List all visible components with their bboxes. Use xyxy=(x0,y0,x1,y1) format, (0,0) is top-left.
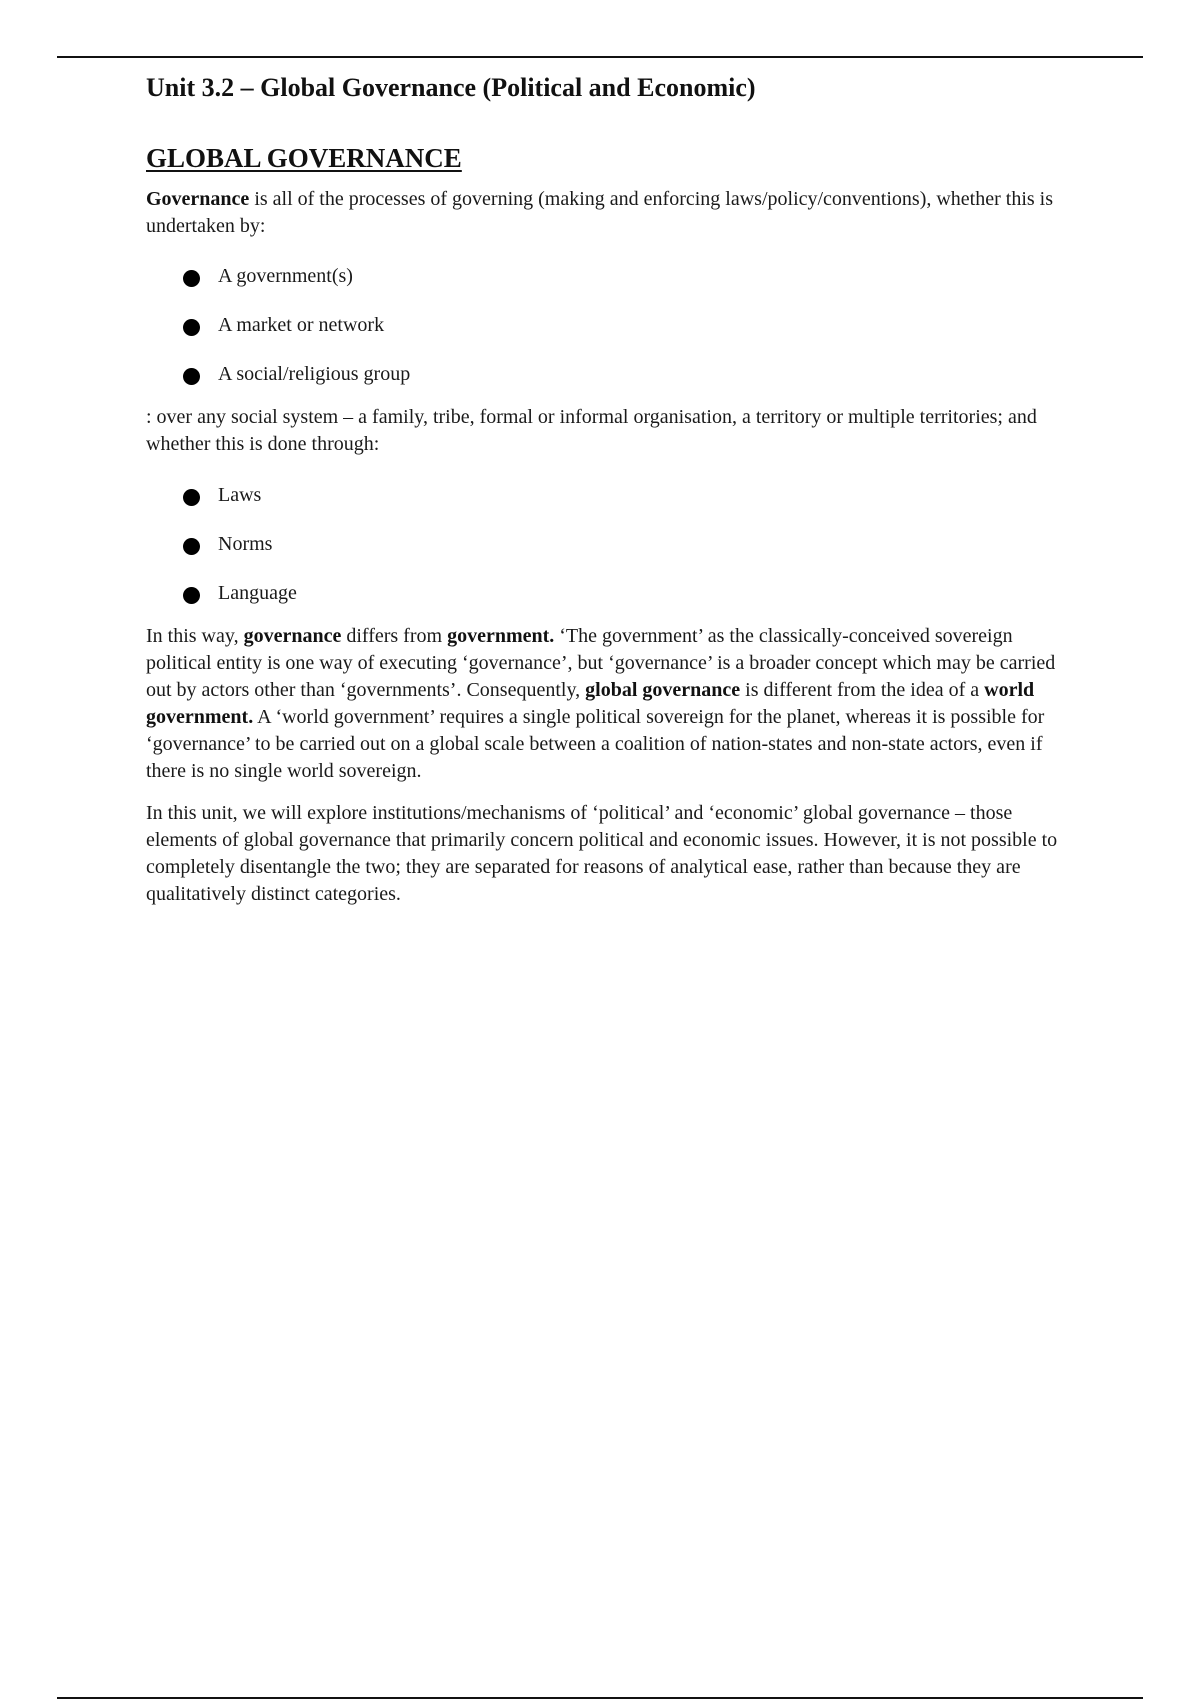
list-item xyxy=(146,580,1066,607)
bold-term: global governance xyxy=(585,679,741,701)
bullet-icon xyxy=(183,368,200,385)
paragraph-text: ‘The government’ as the classically-conceived sovereign political entity is one way of executing ‘governance’, but ‘governance’ is a broader concept which may be carried out by actors other than ‘governments’. Consequently, xyxy=(146,625,1056,701)
paragraph-unit-scope: In this unit, we will explore institutions/mechanisms of ‘political’ and ‘economic’ global governance – those elements of global governance that primarily concern political and economic issues. However, it is not possible to completely disentangle the two; they are separated for reasons of analytical ease, rather than because they are qualitatively distinct categories. xyxy=(146,802,1058,905)
bullet-icon xyxy=(183,270,200,287)
paragraph-text: is different from the idea of a xyxy=(740,679,985,701)
top-rule xyxy=(57,56,1143,58)
paragraph-text: is all of the processes of governing (making and enforcing laws/policy/conventions), whether this is undertaken by: xyxy=(146,188,1054,237)
governance-means-list xyxy=(146,482,1066,607)
paragraph-social-system: : over any social system – a family, tribe, formal or informal organisation, a territory or multiple territories; and whether this is done through: xyxy=(146,406,1037,455)
list-item xyxy=(146,361,1066,388)
governing-actors-list xyxy=(146,263,1066,388)
bottom-rule xyxy=(57,1697,1143,1699)
paragraph-governance-definition xyxy=(146,186,1066,240)
list-item-text: A market or network xyxy=(218,314,385,336)
paragraph-text: differs from xyxy=(341,625,448,647)
bold-term: world government. xyxy=(146,679,1035,728)
paragraph-text: A ‘world government’ requires a single political sovereign for the planet, whereas it is possible for ‘governance’ to be carried out on a global scale between a coalition of nation-states and non-state actors, even if there is no single world sovereign. xyxy=(146,706,1045,782)
unit-title: Unit 3.2 – Global Governance (Political and Economic) xyxy=(146,73,756,102)
bold-term: Governance xyxy=(146,188,250,210)
bullet-icon xyxy=(183,538,200,555)
bullet-icon xyxy=(183,587,200,604)
list-item-text: Norms xyxy=(218,533,273,555)
list-item xyxy=(146,312,1066,339)
list-item-text: Laws xyxy=(218,484,262,506)
list-item-text: Language xyxy=(218,582,297,604)
paragraph-governance-vs-government xyxy=(146,623,1066,785)
section-heading: GLOBAL GOVERNANCE xyxy=(146,143,462,173)
list-item xyxy=(146,531,1066,558)
bold-term: governance xyxy=(243,625,342,647)
list-item xyxy=(146,263,1066,290)
document-body xyxy=(146,70,1066,908)
bullet-icon xyxy=(183,489,200,506)
bullet-icon xyxy=(183,319,200,336)
paragraph-text: In this way, xyxy=(146,625,244,647)
list-item-text: A government(s) xyxy=(218,265,353,287)
list-item-text: A social/religious group xyxy=(218,363,411,385)
bold-term: government. xyxy=(447,625,555,647)
list-item xyxy=(146,482,1066,509)
